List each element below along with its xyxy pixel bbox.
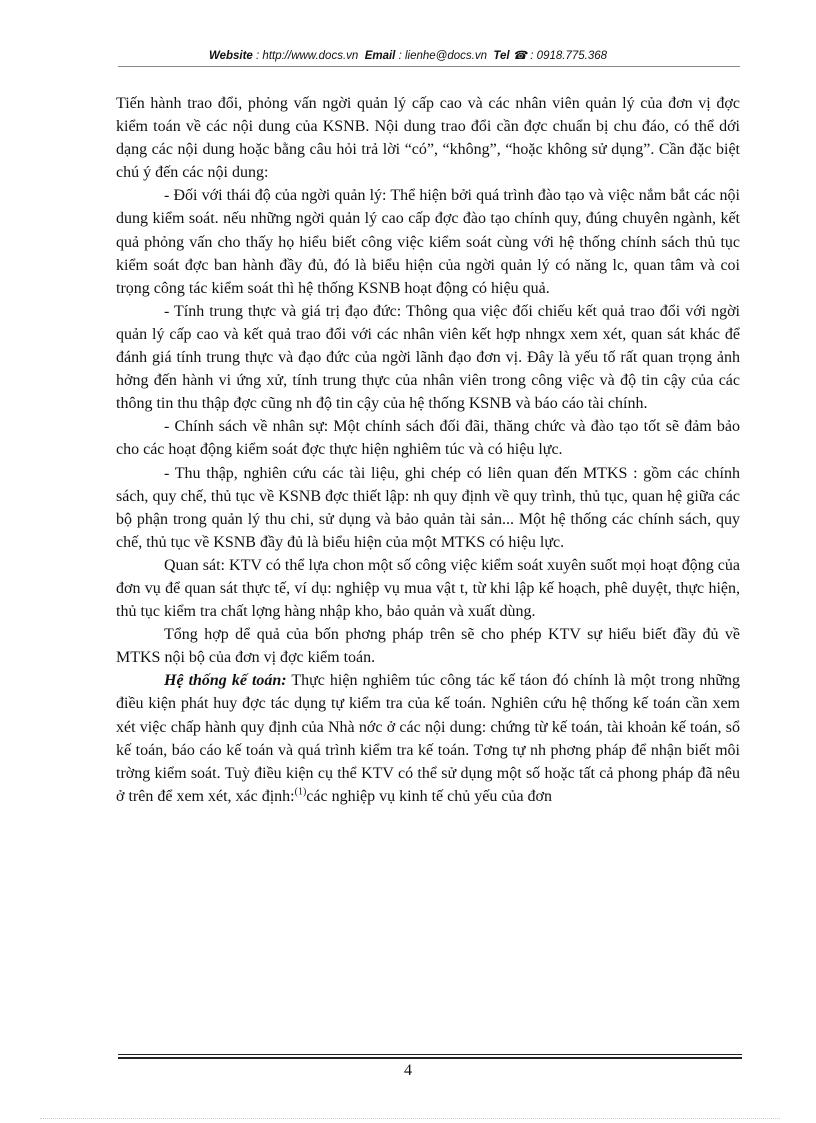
footer-divider xyxy=(118,1057,742,1059)
website-value: : http://www.docs.vn xyxy=(256,50,359,62)
tel-label: Tel xyxy=(493,50,510,62)
paragraph-text: Thực hiện nghiêm túc công tác kế táon đó chính là một trong những điều kiện phát huy đợc tác dụng tự kiểm tra của kế toán. Nghiên cứu hệ thống kế toán cần xem xét việc chấp hành quy định của Nhà nớc ở các nội dung: chứng từ kế toán, tài khoản kế toán, sổ kế toán, báo cáo kế toán và quá trình kiểm tra kế toán. Tơng tự nh phơng pháp để nhận biết môi trờng kiểm soát. Tuỳ điều kiện cụ thể KTV có thể sử dụng một số hoặc tất cả phong pháp đã nêu ở trên để xem xét, xác định: xyxy=(116,672,740,805)
page-edge xyxy=(40,1118,780,1119)
email-label: Email xyxy=(364,50,396,62)
page-header xyxy=(0,48,816,62)
header-divider xyxy=(118,66,740,67)
paragraph xyxy=(116,669,740,808)
paragraph: Tổng hợp dể quả của bốn phơng pháp trên sẽ cho phép KTV sự hiểu biết đầy đủ về MTKS nội bộ của đơn vị đợc kiểm toán. xyxy=(116,626,740,667)
paragraph-text: các nghiệp vụ kinh tế chủ yếu của đơn xyxy=(306,787,553,805)
paragraph: - Tính trung thực và giá trị đạo đức: Thông qua việc đối chiếu kết quả trao đổi với ngời quản lý cấp cao và kết quả trao đổi với các nhân viên kết hợp nhngx xem xét, quan sát khác để đánh giá tính trung thực và đạo đức của ngời lãnh đạo đơn vị. Đây là yếu tố rất quan trọng ảnh hởng đến hành vi ứng xử, tính trung thực của nhân viên trong công việc và độ tin cậy của các thông tin thu thập đợc cũng nh độ tin cậy của hệ thống KSNB và báo cáo tài chính. xyxy=(116,302,740,413)
section-heading: Hệ thống kế toán: xyxy=(164,672,287,690)
footnote-marker: (1) xyxy=(294,786,307,798)
page-number: 4 xyxy=(404,1062,412,1079)
paragraph: - Thu thập, nghiên cứu các tài liệu, ghi chép có liên quan đến MTKS : gồm các chính sách, quy chế, thủ tục về KSNB đợc thiết lập: nh quy định về quy trình, thủ tục, quan hệ giữa các bộ phận trong quản lý thu chi, sử dụng và bảo quản tài sản... Một hệ thống các chính sách, quy chế, thủ tục về KSNB đầy đủ là biểu hiện của một MTKS có hiệu lực. xyxy=(116,464,740,551)
website-label: Website xyxy=(208,50,253,62)
email-value: : lienhe@docs.vn xyxy=(398,50,487,62)
paragraph: Quan sát: KTV có thể lựa chon một số công việc kiểm soát xuyên suốt mọi hoạt động của đơn vụ để quan sát thực tế, ví dụ: nghiệp vụ mua vật t, từ khi lập kế hoạch, phê duyệt, thực hiện, thủ tục kiểm tra chất lợng hàng nhập kho, bảo quản và xuất dùng. xyxy=(116,556,740,621)
footer-divider xyxy=(118,1054,742,1055)
tel-value: : 0918.775.368 xyxy=(530,50,608,62)
phone-icon: ☎ xyxy=(512,50,528,62)
paragraph: - Đối với thái độ của ngời quản lý: Thể hiện bởi quá trình đào tạo và việc nắm bắt các nội dung kiểm soát. nếu những ngời quản lý cao cấp đợc đào tạo chính quy, đúng chuyên ngành, kết quả phỏng vấn cho thấy họ hiểu biết công việc kiểm soát cùng với hệ thống chính sách thủ tục kiểm soát đợc ban hành đầy đủ, đó là biểu hiện của ngời quản lý có năng lc, quan tâm và coi trọng công tác kiểm soát thì hệ thống KSNB hoạt động có hiệu quả. xyxy=(116,187,740,297)
paragraph: - Chính sách về nhân sự: Một chính sách đối đãi, thăng chức và đào tạo tốt sẽ đảm bảo cho các hoạt động kiểm soát đợc thực hiện nghiêm túc và có hiệu lực. xyxy=(116,418,740,459)
paragraph: Tiến hành trao đổi, phỏng vấn ngời quản lý cấp cao và các nhân viên quản lý của đơn vị đợc kiểm toán về các nội dung của KSNB. Nội dung trao đổi cần đợc chuẩn bị chu đáo, có thể dới dạng các nội dung hoặc bằng câu hỏi trả lời “có”, “không”, “hoặc không sử dụng”. Cần đặc biệt chú ý đến các nội dung: xyxy=(116,95,740,182)
body-text xyxy=(116,92,740,808)
